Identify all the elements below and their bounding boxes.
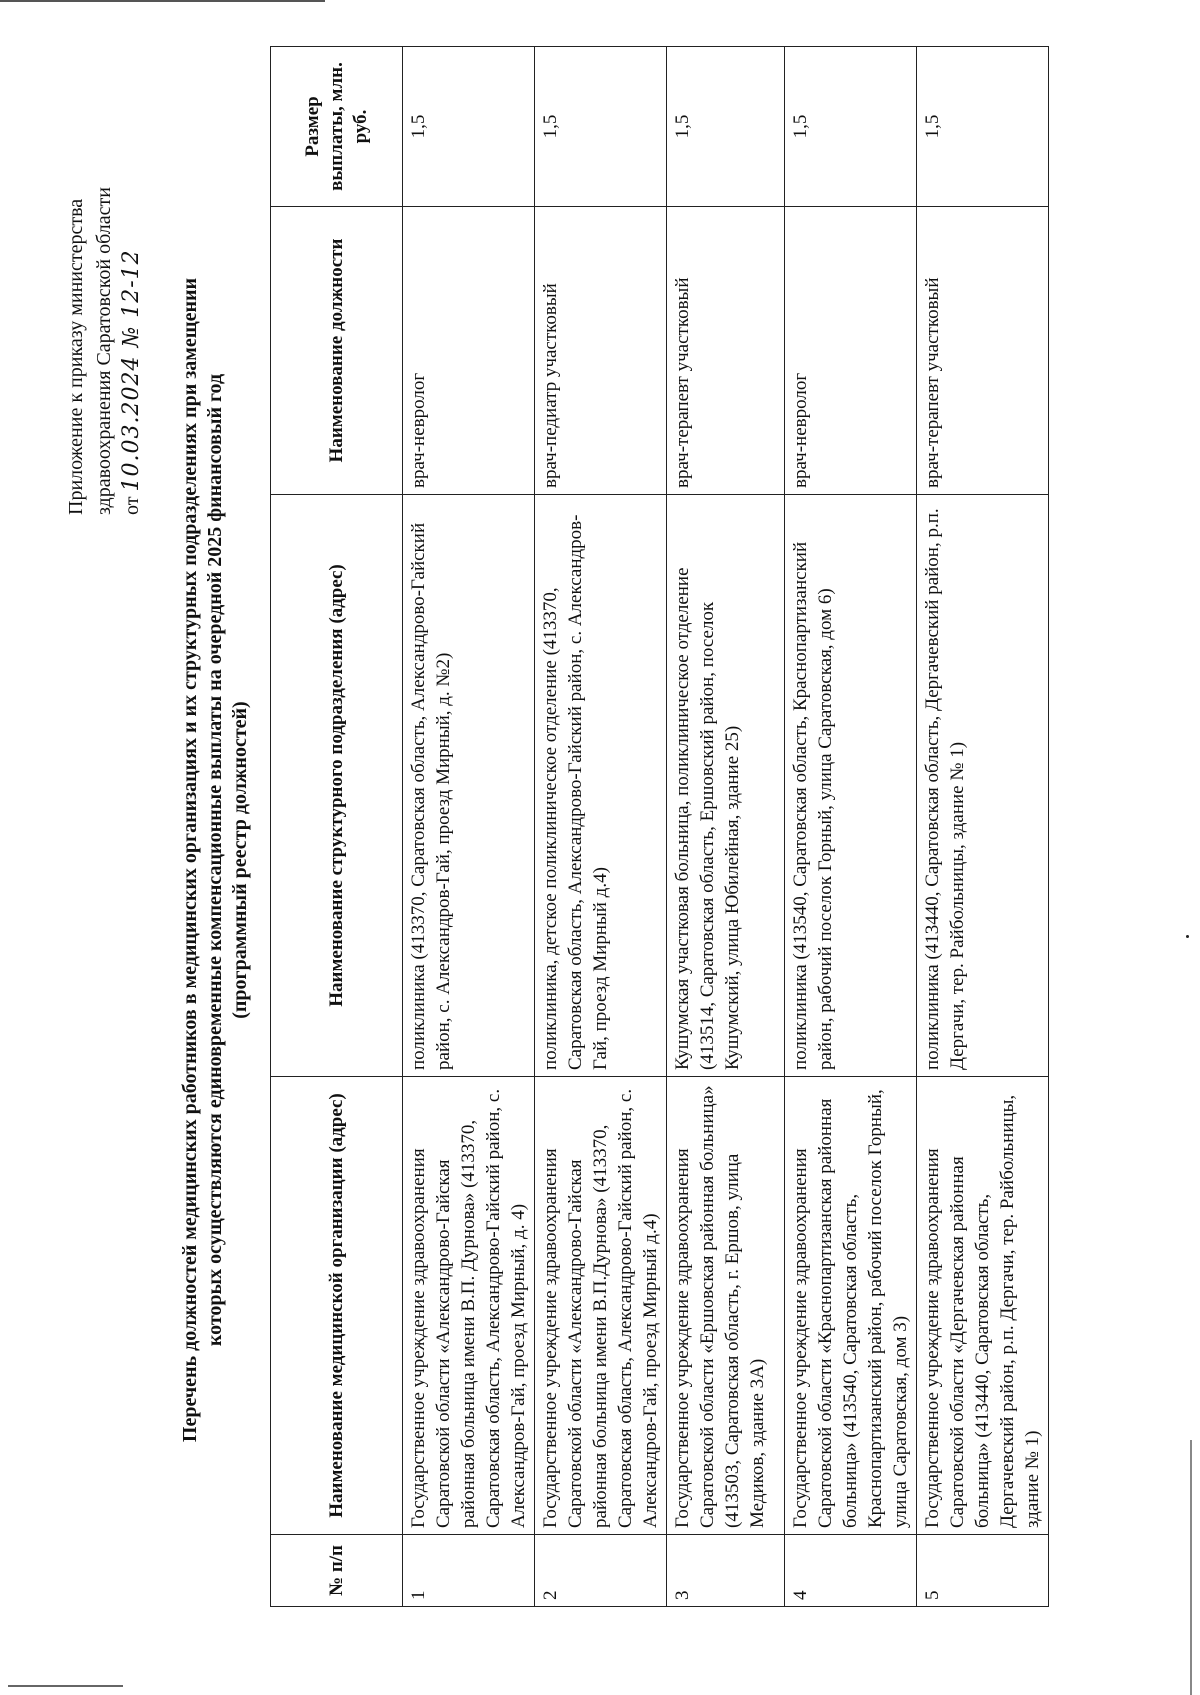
cell-org: Государственное учреждение здравоохранения Саратовской области «Дергачевская районная больница» (413440, Саратовская область, Дергачевский район, р.п. Дергачи, тер. Райбольницы, здание № 1) — [917, 1077, 1049, 1535]
appendix-line: здравоохранения Саратовской области — [93, 187, 115, 515]
cell-position: врач-невролог — [403, 207, 535, 495]
cell-org: Государственное учреждение здравоохранения Саратовской области «Ершовская районная больница» (413503, Саратовская область, г. Ершов, улица Медиков, здание 3А) — [667, 1077, 785, 1535]
title-line: которых осуществляются единовременные компенсационные выплаты на очередной 2025 финансовый год — [204, 373, 226, 1347]
cell-payment: 1,5 — [403, 47, 535, 207]
cell-payment: 1,5 — [917, 47, 1049, 207]
header-position: Наименование должности — [271, 207, 403, 495]
cell-unit: поликлиника (413440, Саратовская область, Дергачевский район, р.п. Дергачи, тер. Райбольницы, здание № 1) — [917, 495, 1049, 1077]
title-line: (программный реестр должностей) — [229, 701, 251, 1019]
cell-org: Государственное учреждение здравоохранения Саратовской области «Краснопартизанская районная больница» (413540, Саратовская область, Краснопартизанский район, рабочий поселок Горный, улица Саратовская, дом 3) — [785, 1077, 917, 1535]
table-header-row — [271, 47, 403, 1607]
registry-table — [270, 46, 1049, 1607]
cell-unit: поликлиника (413370, Саратовская область, Александрово-Гайский район, с. Александров-Гай, проезд Мирный, д. №2) — [403, 495, 535, 1077]
cell-position: врач-невролог — [785, 207, 917, 495]
appendix-block — [62, 15, 146, 515]
header-payment: Размер выплаты, млн. руб. — [271, 47, 403, 207]
cell-org: Государственное учреждение здравоохранения Саратовской области «Александрово-Гайская районная больница имени В.П.Дурнова» (413370, Саратовская область, Александрово-Гайский район, с. Александров-Гай, проезд Мирный д.4) — [535, 1077, 667, 1535]
cell-unit: Кушумская участковая больница, поликлиническое отделение (413514, Саратовская область, Ершовский район, поселок Кушумский, улица Юбилейная, здание 25) — [667, 495, 785, 1077]
handwritten-date-number: 10.03.2024 № 12-12 — [119, 249, 144, 492]
appendix-date-line — [118, 15, 146, 515]
cell-num: 3 — [667, 1535, 785, 1607]
cell-org: Государственное учреждение здравоохранения Саратовской области «Александрово-Гайская районная больница имени В.П. Дурнова» (413370, Саратовская область, Александрово-Гайский район, с. Александров-Гай, проезд Мирный, д. 4) — [403, 1077, 535, 1535]
appendix-line: Приложение к приказу министерства — [65, 198, 87, 515]
cell-num: 4 — [785, 1535, 917, 1607]
appendix-prefix: от — [121, 496, 143, 515]
table-row — [785, 47, 917, 1607]
title-line: Перечень должностей медицинских работников в медицинских организациях и их структурных подразделениях при замещении — [179, 277, 201, 1443]
table-row — [535, 47, 667, 1607]
table-row — [917, 47, 1049, 1607]
header-num: № п/п — [271, 1535, 403, 1607]
header-org: Наименование медицинской организации (адрес) — [271, 1077, 403, 1535]
cell-position: врач-терапевт участковый — [917, 207, 1049, 495]
cell-payment: 1,5 — [667, 47, 785, 207]
cell-unit: поликлиника, детское поликлиническое отделение (413370, Саратовская область, Александрово-Гайский район, с. Александров-Гай, проезд Мирный д.4) — [535, 495, 667, 1077]
table-row — [403, 47, 535, 1607]
document-title — [178, 120, 253, 1600]
cell-position: врач-терапевт участковый — [667, 207, 785, 495]
cell-num: 2 — [535, 1535, 667, 1607]
table-row — [667, 47, 785, 1607]
cell-payment: 1,5 — [785, 47, 917, 207]
cell-position: врач-педиатр участковый — [535, 207, 667, 495]
cell-unit: поликлиника (413540, Саратовская область, Краснопартизанский район, рабочий поселок Горный, улица Саратовская, дом 6) — [785, 495, 917, 1077]
cell-num: 1 — [403, 1535, 535, 1607]
cell-payment: 1,5 — [535, 47, 667, 207]
cell-num: 5 — [917, 1535, 1049, 1607]
header-unit: Наименование структурного подразделения (адрес) — [271, 495, 403, 1077]
